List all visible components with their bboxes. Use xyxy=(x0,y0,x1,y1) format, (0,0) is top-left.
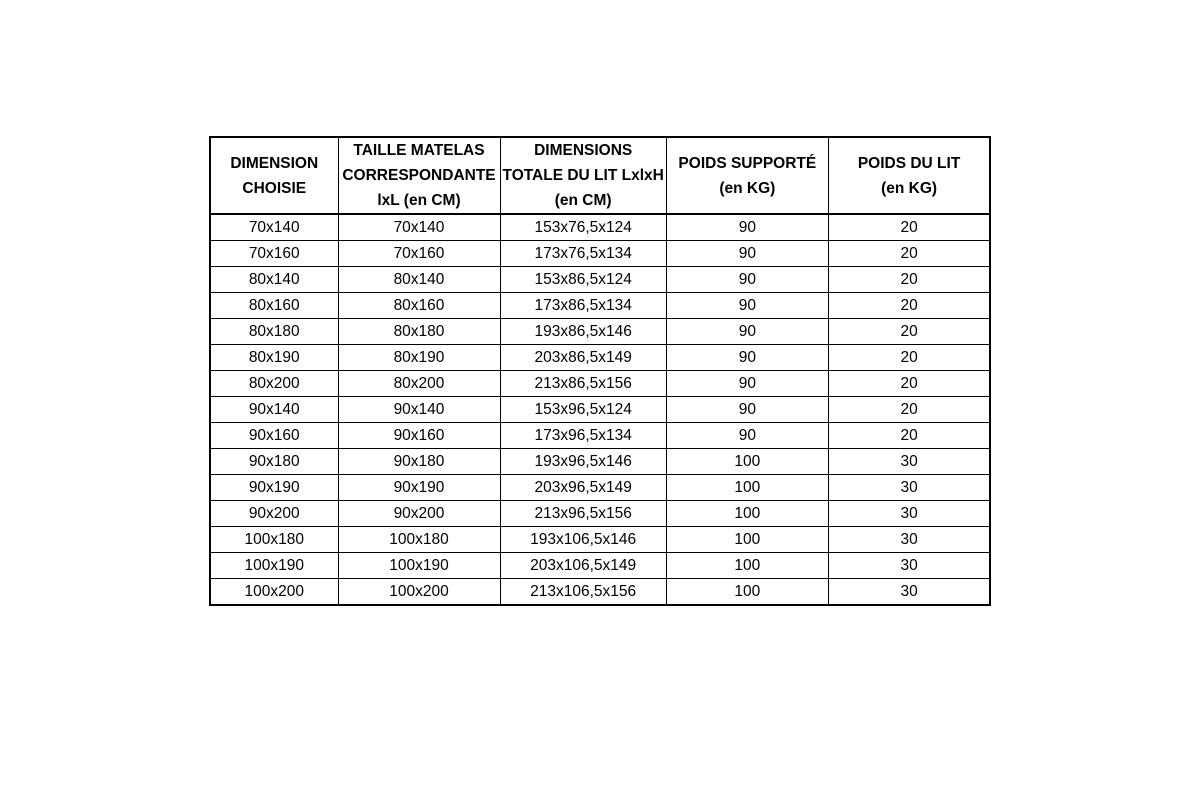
header-line: (en KG) xyxy=(719,179,776,197)
dimensions-totale-cell: 203x86,5x149 xyxy=(500,345,666,371)
poids-du-lit-cell: 30 xyxy=(828,501,990,527)
dimension-choisie-cell: 80x160 xyxy=(210,293,338,319)
poids-supporte-cell: 100 xyxy=(666,579,828,606)
dimensions-totale-cell: 153x76,5x124 xyxy=(500,214,666,241)
table-row xyxy=(210,214,990,241)
taille-matelas-cell: 90x140 xyxy=(338,397,500,423)
table-row xyxy=(210,423,990,449)
dimensions-totale-cell: 193x86,5x146 xyxy=(500,319,666,345)
taille-matelas-cell: 80x140 xyxy=(338,267,500,293)
header-line: TOTALE DU LIT LxlxH xyxy=(502,167,664,184)
poids-du-lit-cell: 20 xyxy=(828,267,990,293)
taille-matelas-cell: 90x160 xyxy=(338,423,500,449)
table-row xyxy=(210,475,990,501)
poids-supporte-cell: 90 xyxy=(666,214,828,241)
taille-matelas-cell: 80x180 xyxy=(338,319,500,345)
dimension-choisie-cell: 80x190 xyxy=(210,345,338,371)
poids-du-lit-cell: 20 xyxy=(828,319,990,345)
table-row xyxy=(210,345,990,371)
poids-supporte-cell: 100 xyxy=(666,501,828,527)
poids-supporte-cell: 100 xyxy=(666,527,828,553)
poids-supporte-cell: 90 xyxy=(666,423,828,449)
taille-matelas-cell: 70x140 xyxy=(338,214,500,241)
taille-matelas-cell: 90x190 xyxy=(338,475,500,501)
poids-du-lit-cell: 30 xyxy=(828,579,990,606)
poids-du-lit-cell: 20 xyxy=(828,371,990,397)
taille-matelas-cell: 80x160 xyxy=(338,293,500,319)
taille-matelas-cell: 100x190 xyxy=(338,553,500,579)
dimensions-totale-cell: 173x96,5x134 xyxy=(500,423,666,449)
poids-supporte-cell: 100 xyxy=(666,475,828,501)
header-line: (en KG) xyxy=(881,179,938,197)
dimension-choisie-cell: 100x200 xyxy=(210,579,338,606)
dimensions-totale-cell: 173x86,5x134 xyxy=(500,293,666,319)
poids-du-lit-cell: 30 xyxy=(828,553,990,579)
table-row xyxy=(210,553,990,579)
taille-matelas-cell: 80x200 xyxy=(338,371,500,397)
header-line: POIDS DU LIT xyxy=(857,154,961,172)
header-line: (en CM) xyxy=(554,192,612,209)
table-row xyxy=(210,241,990,267)
taille-matelas-cell: 100x180 xyxy=(338,527,500,553)
bed-dimensions-table xyxy=(209,136,991,606)
poids-supporte-cell: 90 xyxy=(666,345,828,371)
header-line: TAILLE MATELAS xyxy=(353,142,485,159)
poids-supporte-cell: 90 xyxy=(666,319,828,345)
header-poids-supporte xyxy=(666,137,828,214)
table-row xyxy=(210,293,990,319)
table-row xyxy=(210,527,990,553)
table-row xyxy=(210,319,990,345)
dimension-choisie-cell: 90x140 xyxy=(210,397,338,423)
header-line: DIMENSION xyxy=(230,154,319,172)
taille-matelas-cell: 90x180 xyxy=(338,449,500,475)
dimensions-totale-cell: 203x106,5x149 xyxy=(500,553,666,579)
header-line: CORRESPONDANTE xyxy=(342,167,496,184)
poids-supporte-cell: 90 xyxy=(666,371,828,397)
table-row xyxy=(210,579,990,606)
poids-du-lit-cell: 20 xyxy=(828,214,990,241)
dimension-choisie-cell: 90x160 xyxy=(210,423,338,449)
dimensions-totale-cell: 193x106,5x146 xyxy=(500,527,666,553)
dimensions-totale-cell: 213x86,5x156 xyxy=(500,371,666,397)
taille-matelas-cell: 100x200 xyxy=(338,579,500,606)
poids-supporte-cell: 100 xyxy=(666,449,828,475)
table-body xyxy=(210,214,990,605)
header-row xyxy=(210,137,990,214)
poids-supporte-cell: 90 xyxy=(666,241,828,267)
dimension-choisie-cell: 90x190 xyxy=(210,475,338,501)
header-line: lxL (en CM) xyxy=(377,192,461,209)
table-row xyxy=(210,501,990,527)
poids-supporte-cell: 90 xyxy=(666,397,828,423)
poids-supporte-cell: 100 xyxy=(666,553,828,579)
header-taille-matelas xyxy=(338,137,500,214)
header-dimensions-totale xyxy=(500,137,666,214)
poids-du-lit-cell: 20 xyxy=(828,241,990,267)
dimension-choisie-cell: 70x160 xyxy=(210,241,338,267)
table-header xyxy=(210,137,990,214)
table-row xyxy=(210,267,990,293)
dimensions-totale-cell: 213x106,5x156 xyxy=(500,579,666,606)
dimension-choisie-cell: 80x140 xyxy=(210,267,338,293)
dimensions-totale-cell: 153x86,5x124 xyxy=(500,267,666,293)
dimensions-totale-cell: 213x96,5x156 xyxy=(500,501,666,527)
dimension-choisie-cell: 70x140 xyxy=(210,214,338,241)
table-row xyxy=(210,371,990,397)
dimensions-totale-cell: 153x96,5x124 xyxy=(500,397,666,423)
dimensions-totale-cell: 203x96,5x149 xyxy=(500,475,666,501)
dimension-choisie-cell: 100x190 xyxy=(210,553,338,579)
header-dimension-choisie xyxy=(210,137,338,214)
dimensions-totale-cell: 193x96,5x146 xyxy=(500,449,666,475)
header-poids-du-lit xyxy=(828,137,990,214)
taille-matelas-cell: 70x160 xyxy=(338,241,500,267)
dimension-choisie-cell: 80x180 xyxy=(210,319,338,345)
taille-matelas-cell: 90x200 xyxy=(338,501,500,527)
header-line: DIMENSIONS xyxy=(534,142,633,159)
poids-du-lit-cell: 30 xyxy=(828,527,990,553)
poids-du-lit-cell: 30 xyxy=(828,475,990,501)
poids-supporte-cell: 90 xyxy=(666,267,828,293)
dimension-choisie-cell: 90x180 xyxy=(210,449,338,475)
poids-du-lit-cell: 30 xyxy=(828,449,990,475)
header-line: POIDS SUPPORTÉ xyxy=(678,154,817,172)
taille-matelas-cell: 80x190 xyxy=(338,345,500,371)
table-row xyxy=(210,397,990,423)
poids-du-lit-cell: 20 xyxy=(828,423,990,449)
table-row xyxy=(210,449,990,475)
dimension-choisie-cell: 90x200 xyxy=(210,501,338,527)
dimensions-totale-cell: 173x76,5x134 xyxy=(500,241,666,267)
dimension-choisie-cell: 100x180 xyxy=(210,527,338,553)
poids-supporte-cell: 90 xyxy=(666,293,828,319)
dimension-choisie-cell: 80x200 xyxy=(210,371,338,397)
poids-du-lit-cell: 20 xyxy=(828,397,990,423)
header-line: CHOISIE xyxy=(242,179,307,197)
poids-du-lit-cell: 20 xyxy=(828,345,990,371)
poids-du-lit-cell: 20 xyxy=(828,293,990,319)
